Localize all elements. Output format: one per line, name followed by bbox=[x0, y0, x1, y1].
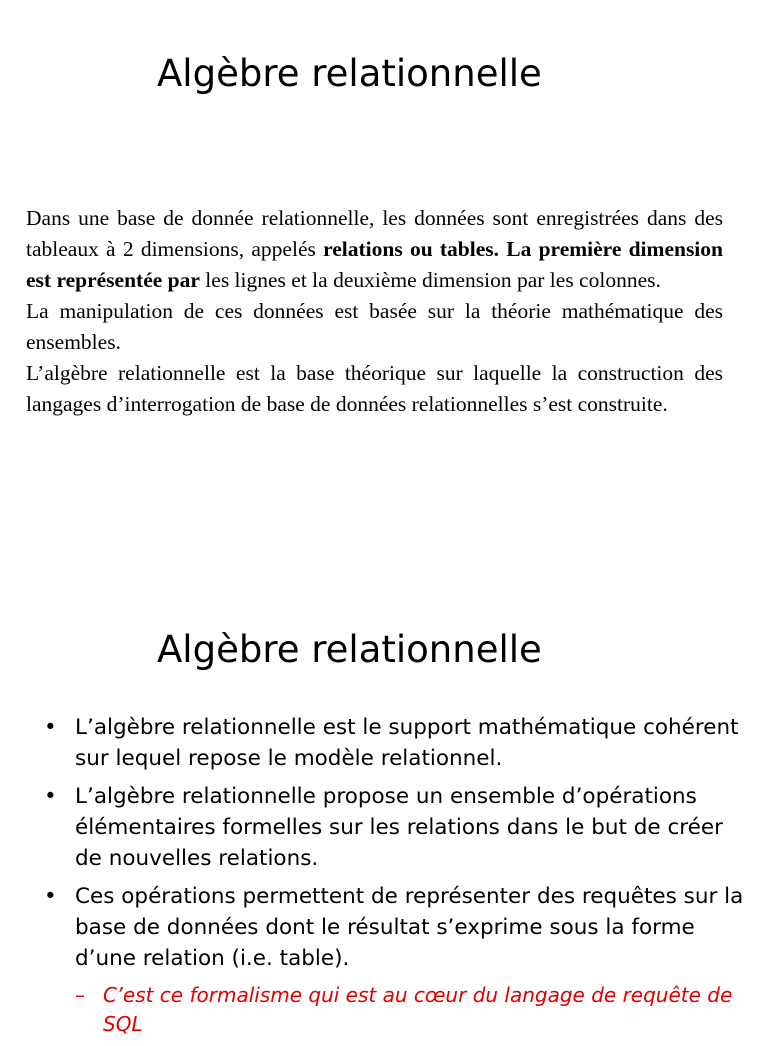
paragraph-1-part-1: Dans une base de donnée relationnelle, les données sont enregistrées dans des tableaux à 2 dimensions, appelés bbox=[26, 206, 723, 261]
slide-2 bbox=[0, 560, 768, 1036]
bullet-icon: • bbox=[44, 784, 57, 809]
slide-1-title: Algèbre relationnelle bbox=[157, 52, 542, 95]
bullet-list bbox=[44, 712, 744, 1046]
sub-bullet-item-1 bbox=[75, 981, 744, 1039]
bullet-item-2 bbox=[44, 781, 744, 874]
bullet-3-text: Ces opérations permettent de représenter des requêtes sur la base de données dont le résultat s’exprime sous la forme d’une relation (i.e. table). bbox=[75, 884, 744, 971]
paragraph-3: L’algèbre relationnelle est la base théorique sur laquelle la construction des langages d’interrogation de base de données relationnelles s’est construite. bbox=[26, 361, 723, 416]
bullet-item-3 bbox=[44, 881, 744, 1039]
bullet-icon: • bbox=[44, 884, 57, 909]
paragraph-1 bbox=[26, 203, 723, 296]
bullet-icon: • bbox=[44, 715, 57, 740]
slide-2-title: Algèbre relationnelle bbox=[157, 628, 542, 671]
paragraph-1-bold: relations ou tables. La première dimension est représentée par bbox=[26, 237, 723, 292]
bullet-2-text: L’algèbre relationnelle propose un ensemble d’opérations élémentaires formelles sur les relations dans le but de créer de nouvelles relations. bbox=[75, 784, 723, 871]
sub-bullet-1-text: C’est ce formalisme qui est au cœur du langage de requête de SQL bbox=[103, 983, 733, 1036]
slide-1-body bbox=[26, 203, 723, 420]
paragraph-1-part-2: les lignes et la deuxième dimension par les colonnes. bbox=[199, 268, 661, 292]
bullet-1-text: L’algèbre relationnelle est le support mathématique cohérent sur lequel repose le modèle relationnel. bbox=[75, 715, 739, 771]
sub-bullet-list bbox=[75, 981, 744, 1039]
paragraph-2: La manipulation de ces données est basée sur la théorie mathématique des ensembles. bbox=[26, 299, 723, 354]
dash-icon: – bbox=[75, 983, 85, 1007]
bullet-item-1 bbox=[44, 712, 744, 774]
